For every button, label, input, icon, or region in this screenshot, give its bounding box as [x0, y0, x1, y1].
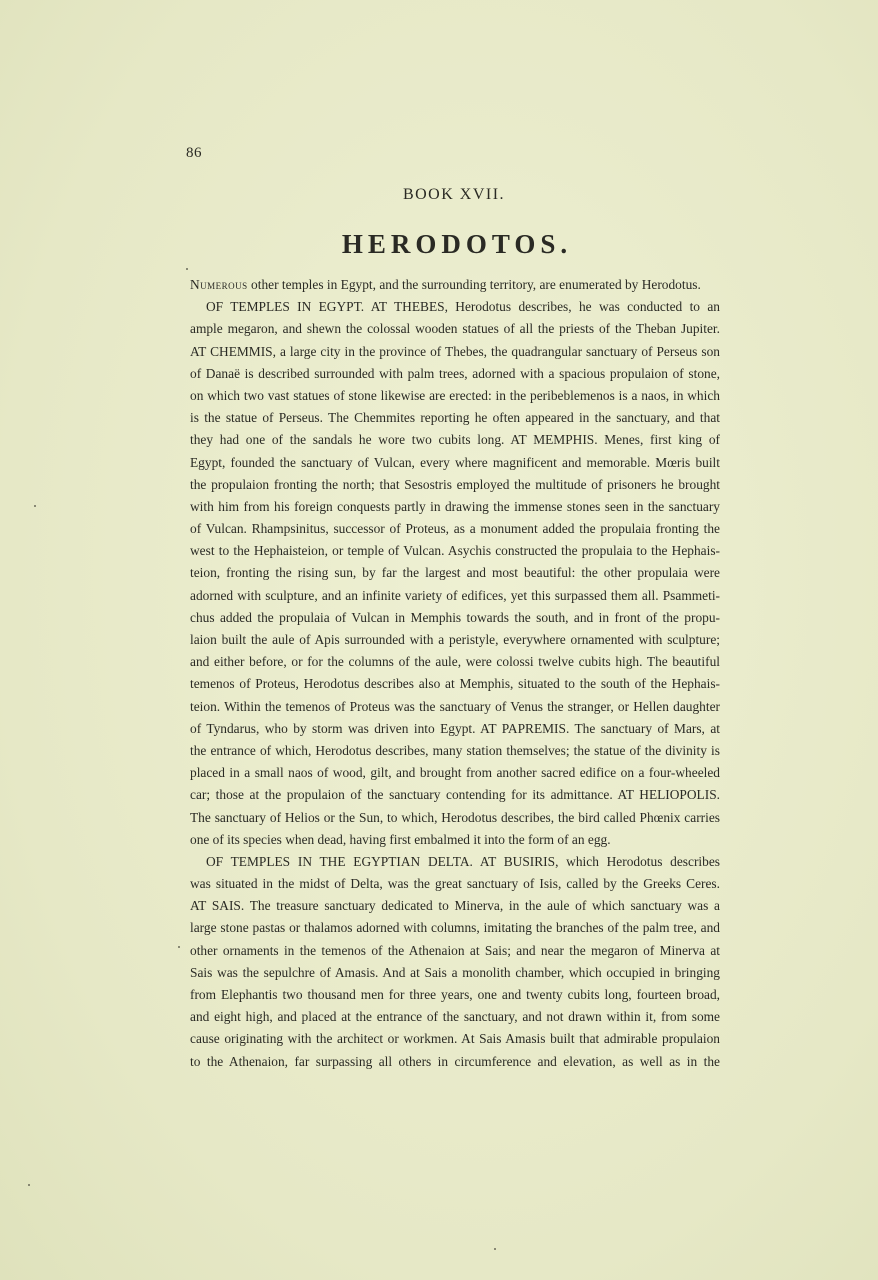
paper-speck [34, 505, 36, 507]
text-line: laion built the aule of Apis surrounded with a peristyle, everywhere ornamented with sculpture; [190, 632, 720, 647]
book-heading: BOOK XVII. [402, 186, 506, 203]
paper-speck [494, 1248, 496, 1250]
text-line: of Tyndarus, who by storm was driven into Egypt. AT PAPREMIS. The sanctuary of Mars, at [190, 720, 720, 736]
text-line: adorned with sculpture, and an infinite variety of edifices, yet this surpassed them all. Psammeti- [190, 587, 720, 603]
paper-speck [178, 946, 180, 948]
text-line: Egypt, founded the sanctuary of Vulcan, every where magnificent and memorable. Mœris built [190, 454, 720, 470]
text-line: with him from his foreign conquests partly in drawing the immense stones seen in the sanctuary [190, 498, 720, 514]
text-line: and eight high, and placed at the entrance of the sanctuary, and not drawn within it, from some [190, 1009, 720, 1025]
text-line: is the statue of Perseus. The Chemmites reporting he often appeared in the sanctuary, and that [190, 410, 720, 426]
text-line: and either before, or for the columns of the aule, were colossi twelve cubits high. The beautiful [190, 654, 720, 670]
text-line: teion, fronting the rising sun, by far the largest and most beautiful: the other propulaia were [190, 565, 720, 581]
paper-speck [28, 1184, 30, 1186]
text-line: was situated in the midst of Delta, was the great sanctuary of Isis, called by the Greeks Ceres. [190, 876, 720, 892]
body-text [190, 274, 720, 1073]
paper-speck [186, 268, 188, 270]
text-line: to the Athenaion, far surpassing all others in circumference and elevation, as well as in the [190, 1053, 720, 1069]
text-line: ample megaron, and shewn the colossal wooden statues of all the priests of the Theban Jupiter. [190, 321, 720, 337]
page-number: 86 [186, 145, 202, 161]
text-line: OF TEMPLES IN THE EGYPTIAN DELTA. AT BUSIRIS, which Herodotus describes [206, 853, 720, 869]
text-line: from Elephantis two thousand men for three years, one and twenty cubits long, fourteen broad, [190, 987, 720, 1002]
text-line: the entrance of which, Herodotus describes, many station themselves; the statue of the divinity is [190, 742, 720, 758]
text-line: AT SAIS. The treasure sanctuary dedicated to Minerva, in the aule of which sanctuary was a [190, 898, 720, 914]
text-line: they had one of the sandals he wore two cubits long. AT MEMPHIS. Menes, first king of [190, 432, 720, 448]
text-line: car; those at the propulaion of the sanctuary contending for its admittance. AT HELIOPOLIS. [190, 787, 720, 803]
text-line: of Vulcan. Rhampsinitus, successor of Proteus, as a monument added the propulaia fronting the [190, 521, 720, 537]
text-line: The sanctuary of Helios or the Sun, to which, Herodotus describes, the bird called Phœnix carries [190, 809, 720, 825]
text-line: OF TEMPLES IN EGYPT. AT THEBES, Herodotus describes, he was conducted to an [206, 299, 720, 315]
text-line: temenos of Proteus, Herodotus describes also at Memphis, situated to the south of the Hephais- [190, 676, 720, 692]
text-line: chus added the propulaia of Vulcan in Memphis towards the south, and in front of the propu- [190, 609, 720, 625]
text-line: one of its species when dead, having first embalmed it into the form of an egg. [190, 831, 611, 847]
author-title: HERODOTOS. [341, 229, 573, 259]
text-line: the propulaion fronting the north; that Sesostris employed the multitude of prisoners he brought [190, 476, 720, 492]
text-line: west to the Hephaisteion, or temple of Vulcan. Asychis constructed the propulaia to the Hephais- [190, 543, 720, 559]
text-line: AT CHEMMIS, a large city in the province of Thebes, the quadrangular sanctuary of Perseus son [190, 343, 720, 359]
text-line: cause originating with the architect or workmen. At Sais Amasis built that admirable propulaion [190, 1031, 720, 1047]
text-line: placed in a small naos of wood, gilt, and brought from another sacred edifice on a four-wheeled [190, 765, 720, 781]
text-line: Numerous other temples in Egypt, and the surrounding territory, are enumerated by Herodotus. [190, 277, 701, 292]
text-line: of Danaë is described surrounded with palm trees, adorned with a spacious propulaion of stone, [190, 365, 720, 381]
text-line: on which two vast statues of stone likewise are erected: in the peribeblemenos is a naos, in which [190, 387, 720, 403]
text-line: teion. Within the temenos of Proteus was the sanctuary of Venus the stranger, or Hellen daughter [190, 698, 720, 714]
text-line: other ornaments in the temenos of the Athenaion at Sais; and near the megaron of Minerva at [190, 942, 720, 958]
text-line: large stone pastas or thalamos adorned with columns, imitating the branches of the palm tree, and [190, 920, 720, 936]
text-line: Sais was the sepulchre of Amasis. And at Sais a monolith chamber, which occupied in bringing [190, 964, 720, 980]
